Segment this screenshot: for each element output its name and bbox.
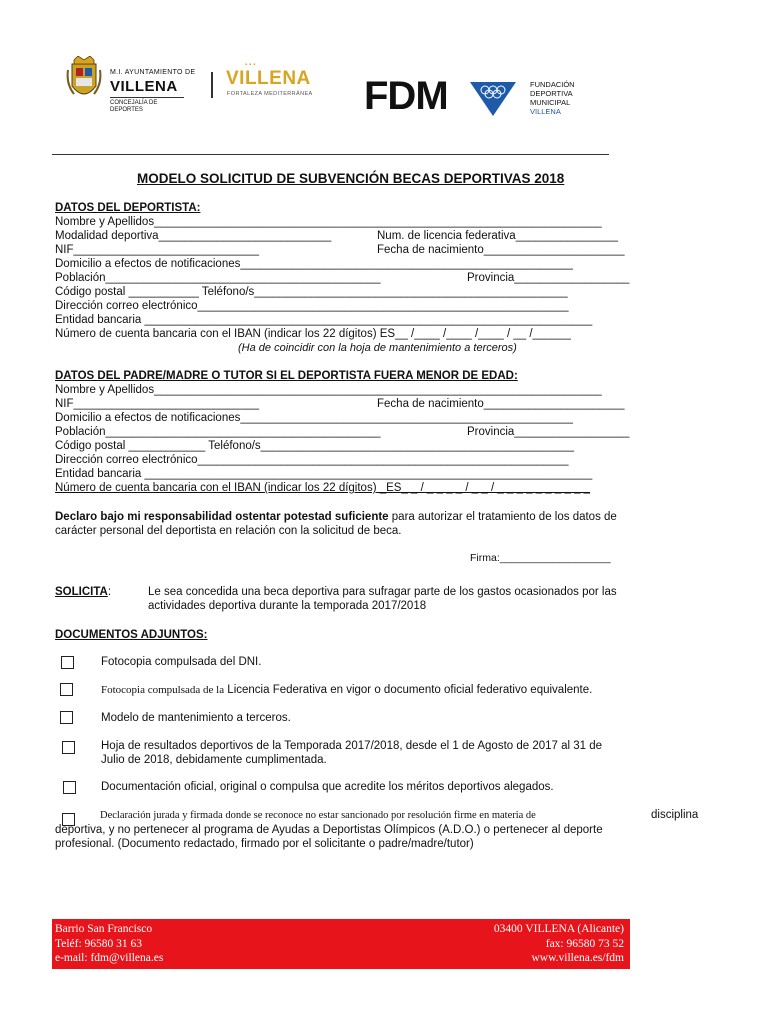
doc-item-sworn-line1: Declaración jurada y firmada donde se reconoce no estar sancionado por resolución firme en materia de — [100, 810, 536, 821]
request-line1: Le sea concedida una beca deportiva para sufragar parte de los gastos ocasionados por las — [148, 586, 617, 598]
logo-divider — [110, 97, 184, 98]
declaration-line2: carácter personal del deportista en relación con la solicitud de beca. — [55, 525, 402, 537]
crown-dots-icon: ▪▪▪ — [245, 62, 258, 68]
concejalia-line1: CONCEJALÍA DE — [110, 100, 158, 106]
footer-fax: fax: 96580 73 52 — [545, 938, 624, 950]
doc-item-sworn-line3: profesional. (Documento redactado, firmado por el solicitante o padre/madre/tutor) — [55, 838, 474, 850]
doc-item-license-rest: Licencia Federativa en vigor o documento oficial federativo equivalente. — [224, 684, 593, 696]
header-rule — [52, 154, 609, 155]
doc-item-license-serif: Fotocopia compulsada de la — [101, 684, 225, 696]
athlete-nif-field[interactable]: NIF_____________________________ — [55, 244, 260, 256]
request-label — [55, 585, 111, 599]
fdm-olympic-rings-icon — [468, 80, 518, 118]
fundacion-line4: VILLENA — [530, 107, 561, 116]
doc-item-merits: Documentación oficial, original o compulsa que acredite los méritos deportivos alegados. — [101, 781, 554, 793]
villena-brand: VILLENA — [226, 68, 311, 89]
athlete-address-field[interactable]: Domicilio a efectos de notificaciones____________________________________________________ — [55, 258, 573, 270]
guardian-postal-phone-field[interactable]: Código postal ____________ Teléfono/s_________________________________________________ — [55, 440, 575, 452]
footer-web[interactable]: www.villena.es/fdm — [531, 952, 624, 964]
checkbox-merits[interactable] — [63, 781, 76, 794]
guardian-email-field[interactable]: Dirección correo electrónico__________________________________________________________ — [55, 454, 569, 466]
athlete-name-field[interactable]: Nombre y Apellidos______________________________________________________________________ — [55, 216, 602, 228]
fundacion-line3: MUNICIPAL — [530, 98, 571, 107]
doc-item-dni: Fotocopia compulsada del DNI. — [101, 656, 262, 668]
fundacion-line1: FUNDACIÓN — [530, 80, 575, 89]
footer-phone: Teléf: 96580 31 63 — [55, 938, 143, 950]
iban-note: (Ha de coincidir con la hoja de mantenimiento a terceros) — [238, 342, 517, 354]
documents-heading: DOCUMENTOS ADJUNTOS: — [55, 629, 208, 641]
declaration-bold: Declaro bajo mi responsabilidad ostentar potestad suficiente — [55, 511, 389, 523]
villena-tagline: FORTALEZA MEDITERRÁNEA — [227, 91, 313, 97]
athlete-postal-phone-field[interactable]: Código postal ___________ Teléfono/s_________________________________________________ — [55, 286, 568, 298]
logo-separator — [211, 72, 213, 98]
doc-item-results-line2: Julio de 2018, debidamente cumplimentada. — [101, 754, 327, 766]
guardian-iban-field[interactable]: Número de cuenta bancaria con el IBAN (indicar los 22 dígitos) _ES_ _ / _ _ _ _ / _ _ / _ _ _ _ _ _ _ _ _ _ — [55, 482, 591, 494]
doc-item-results-line1: Hoja de resultados deportivos de la Temporada 2017/2018, desde el 1 de Agosto de 2017 al 31 de — [101, 740, 603, 752]
doc-item-sworn-line2: deportiva, y no pertenecer al programa de Ayudas a Deportistas Olímpicos (A.D.O.) o pertenecer al deporte — [55, 824, 603, 836]
footer-email[interactable]: e-mail: fdm@villena.es — [55, 952, 164, 964]
declaration-rest: para autorizar el tratamiento de los datos de — [388, 511, 617, 523]
checkbox-dni[interactable] — [61, 656, 74, 669]
ayuntamiento-line1: M.I. AYUNTAMIENTO DE — [110, 69, 196, 76]
declaration-line1 — [55, 510, 720, 524]
doc-item-maintenance: Modelo de mantenimiento a terceros. — [101, 712, 291, 724]
athlete-heading: DATOS DEL DEPORTISTA: — [55, 202, 201, 214]
footer-address: Barrio San Francisco — [55, 923, 153, 935]
checkbox-maintenance[interactable] — [60, 711, 73, 724]
guardian-birth-field[interactable]: Fecha de nacimiento______________________ — [377, 398, 625, 410]
guardian-bank-field[interactable]: Entidad bancaria ______________________________________________________________________ — [55, 468, 593, 480]
athlete-city-field[interactable]: Población___________________________________________ — [55, 272, 381, 284]
page-title: MODELO SOLICITUD DE SUBVENCIÓN BECAS DEPORTIVAS 2018 — [137, 171, 565, 186]
ayuntamiento-line2: VILLENA — [110, 78, 178, 95]
guardian-nif-field[interactable]: NIF_____________________________ — [55, 398, 260, 410]
doc-item-license — [101, 683, 592, 697]
footer — [52, 919, 630, 969]
athlete-email-field[interactable]: Dirección correo electrónico__________________________________________________________ — [55, 300, 569, 312]
signature-field[interactable]: Firma:___________________ — [470, 552, 611, 564]
concejalia-line2: DEPORTES — [110, 107, 143, 113]
athlete-bank-field[interactable]: Entidad bancaria ______________________________________________________________________ — [55, 314, 593, 326]
request-label-text: SOLICITA — [55, 586, 108, 598]
fdm-brand: FDM — [364, 74, 448, 118]
guardian-city-field[interactable]: Población___________________________________________ — [55, 426, 381, 438]
athlete-sport-field[interactable]: Modalidad deportiva___________________________ — [55, 230, 332, 242]
guardian-name-field[interactable]: Nombre y Apellidos______________________________________________________________________ — [55, 384, 602, 396]
athlete-birth-field[interactable]: Fecha de nacimiento______________________ — [377, 244, 625, 256]
athlete-license-field[interactable]: Num. de licencia federativa________________ — [377, 230, 619, 242]
request-colon: : — [107, 586, 112, 598]
athlete-iban-field[interactable]: Número de cuenta bancaria con el IBAN (indicar los 22 dígitos) ES__ /____ /____ /____ / __ /______ — [55, 328, 571, 340]
coat-of-arms-icon — [66, 56, 102, 104]
athlete-province-field[interactable]: Provincia__________________ — [467, 272, 630, 284]
footer-city: 03400 VILLENA (Alicante) — [493, 923, 624, 935]
checkbox-license[interactable] — [60, 683, 73, 696]
checkbox-results[interactable] — [62, 741, 75, 754]
doc-item-sworn-end: disciplina — [651, 809, 699, 821]
fundacion-line2: DEPORTIVA — [530, 89, 573, 98]
guardian-heading: DATOS DEL PADRE/MADRE O TUTOR SI EL DEPORTISTA FUERA MENOR DE EDAD: — [55, 370, 518, 382]
request-line2: actividades deportiva durante la temporada 2017/2018 — [148, 600, 427, 612]
guardian-province-field[interactable]: Provincia__________________ — [467, 426, 630, 438]
guardian-address-field[interactable]: Domicilio a efectos de notificaciones____________________________________________________ — [55, 412, 573, 424]
